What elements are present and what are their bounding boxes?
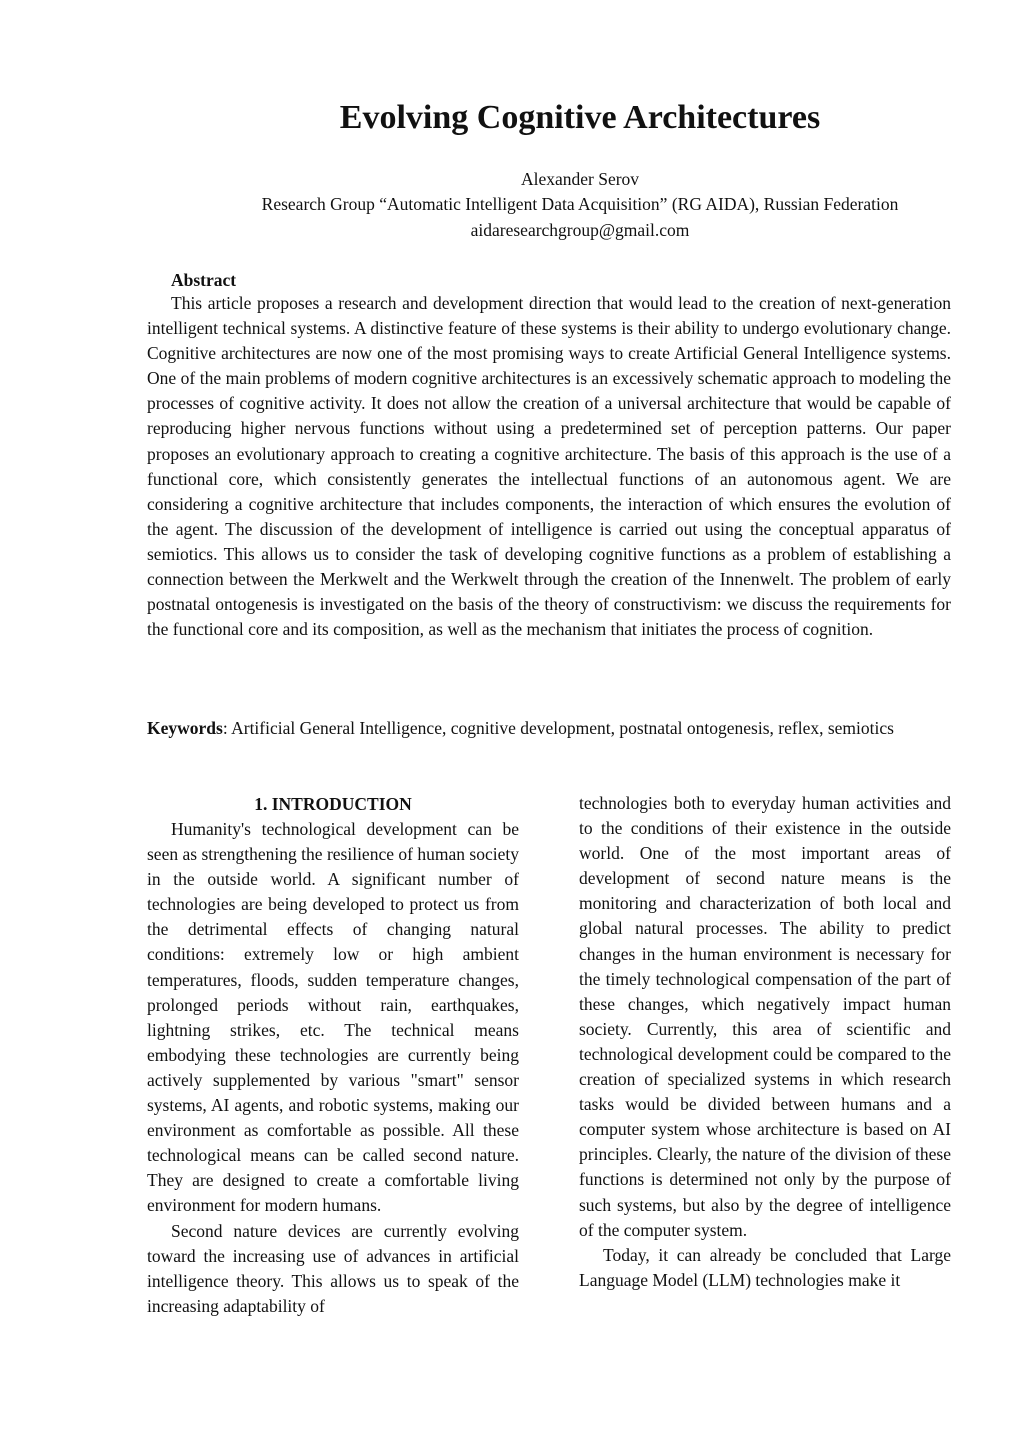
abstract-heading: Abstract	[171, 270, 237, 290]
paper-title: Evolving Cognitive Architectures	[339, 99, 821, 136]
author-email: aidaresearchgroup@gmail.com	[470, 220, 690, 240]
left-column	[147, 791, 519, 1319]
paragraph: technologies both to everyday human activities and to the conditions of their existence in the outside world. One of the most important areas of development of second nature means is the monitoring and characterization of both local and global natural processes. The ability to predict changes in the human environment is necessary for the timely technological compensation of the part of these changes, which negatively impact human society. Currently, this area of scientific and technological development could be compared to the creation of specialized systems in which research tasks would be divided between humans and a computer system whose architecture is based on AI principles. Clearly, the nature of the division of these functions is determined not only by the purpose of such systems, but also by the degree of intelligence of the computer system.	[579, 793, 951, 1240]
paragraph: Second nature devices are currently evolving toward the increasing use of advances in artificial intelligence theory. This allows us to speak of the increasing adaptability of	[147, 1220, 519, 1316]
keywords-label: Keywords	[147, 718, 223, 738]
author-affiliation: Research Group “Automatic Intelligent Data Acquisition” (RG AIDA), Russian Federation	[261, 194, 899, 214]
author-name: Alexander Serov	[520, 169, 640, 189]
section-heading-introduction: 1. INTRODUCTION	[254, 794, 412, 814]
paragraph: Today, it can already be concluded that Large Language Model (LLM) technologies make it	[579, 1244, 951, 1290]
right-column	[579, 791, 951, 1293]
abstract-body: This article proposes a research and development direction that would lead to the creation of next-generation intelligent technical systems. A distinctive feature of these systems is their ability to undergo evolutionary change. Cognitive architectures are now one of the most promising ways to create Artificial General Intelligence systems. One of the main problems of modern cognitive architectures is an excessively schematic approach to modeling the processes of cognitive activity. It does not allow the creation of a universal architecture that would be capable of reproducing higher nervous functions without using a predetermined set of perception patterns. Our paper proposes an evolutionary approach to creating a cognitive architecture. The basis of this approach is the use of a functional core, which consistently generates the intellectual functions of an autonomous agent. We are considering a cognitive architecture that includes components, the interaction of which ensures the evolution of the agent. The discussion of the development of intelligence is carried out using the conceptual apparatus of semiotics. This allows us to consider the task of developing cognitive functions as a problem of establishing a connection between the Merkwelt and the Werkwelt through the creation of the Innenwelt. The problem of early postnatal ontogenesis is investigated on the basis of the theory of constructivism: we discuss the requirements for the functional core and its composition, as well as the mechanism that initiates the process of cognition.	[147, 293, 951, 640]
keywords	[147, 716, 951, 741]
keywords-list: : Artificial General Intelligence, cognitive development, postnatal ontogenesis, reflex, semiotics	[222, 718, 894, 738]
paragraph: Humanity's technological development can be seen as strengthening the resilience of human society in the outside world. A significant number of technologies are being developed to protect us from the detrimental effects of changing natural conditions: extremely low or high ambient temperatures, floods, sudden temperature changes, prolonged periods without rain, earthquakes, lightning strikes, etc. The technical means embodying these technologies are currently being actively supplemented by various "smart" sensor systems, AI agents, and robotic systems, making our environment as comfortable as possible. All these technological means can be called second nature. They are designed to create a comfortable living environment for modern humans.	[147, 819, 519, 1216]
